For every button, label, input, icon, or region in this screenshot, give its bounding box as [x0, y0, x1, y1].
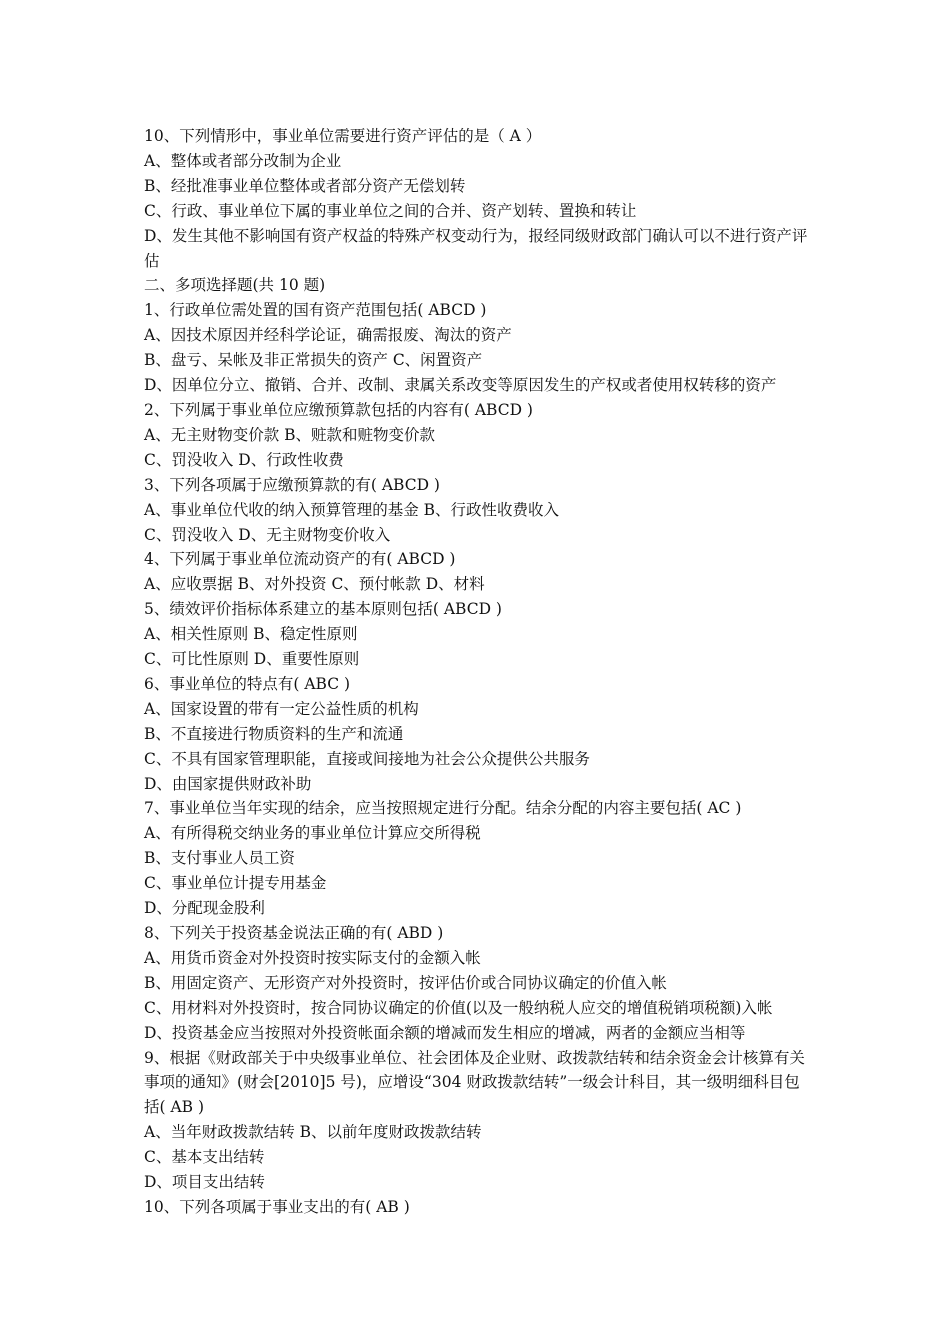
- question-8-stem: 8、下列关于投资基金说法正确的有( ABD ): [144, 924, 444, 942]
- question-10-stem: 10、下列情形中，事业单位需要进行资产评估的是（ A ）: [144, 127, 542, 145]
- option-d: D、项目支出结转: [144, 1173, 265, 1192]
- option-b: B、盘亏、呆帐及非正常损失的资产 C、闲置资产: [144, 351, 483, 370]
- option-c: C、事业单位计提专用基金: [144, 874, 327, 893]
- question-5-stem: 5、绩效评价指标体系建立的基本原则包括( ABCD ): [144, 600, 502, 619]
- option-a: A、事业单位代收的纳入预算管理的基金 B、行政性收费收入: [144, 500, 560, 519]
- option-a: A、应收票据 B、对外投资 C、预付帐款 D、材料: [144, 575, 485, 594]
- option-d: D、发生其他不影响国有资产权益的特殊产权变动行为，报经同级财政部门确认可以不进行资产评估: [144, 226, 808, 270]
- option-b: B、支付事业人员工资: [144, 849, 295, 868]
- section-heading: 二、多项选择题(共 10 题): [144, 276, 326, 295]
- option-b: B、不直接进行物质资料的生产和流通: [144, 724, 404, 743]
- option-c: C、行政、事业单位下属的事业单位之间的合并、资产划转、置换和转让: [144, 201, 637, 220]
- question-4-stem: 4、下列属于事业单位流动资产的有( ABCD ): [144, 550, 456, 569]
- option-c: C、罚没收入 D、无主财物变价收入: [144, 525, 391, 544]
- option-b: B、用固定资产、无形资产对外投资时，按评估价或合同协议确定的价值入帐: [144, 973, 667, 992]
- option-b: B、经批准事业单位整体或者部分资产无偿划转: [144, 176, 466, 195]
- question-3-stem: 3、下列各项属于应缴预算款的有( ABCD ): [144, 475, 440, 494]
- option-c: C、罚没收入 D、行政性收费: [144, 450, 344, 469]
- option-a: A、国家设置的带有一定公益性质的机构: [144, 699, 419, 718]
- option-a: A、有所得税交纳业务的事业单位计算应交所得税: [144, 824, 481, 843]
- question-6-stem: 6、事业单位的特点有( ABC ): [144, 674, 351, 693]
- option-d: D、因单位分立、撤销、合并、改制、隶属关系改变等原因发生的产权或者使用权转移的资产: [144, 376, 777, 395]
- option-c: C、基本支出结转: [144, 1148, 265, 1167]
- option-a: A、相关性原则 B、稳定性原则: [144, 625, 358, 644]
- option-c: C、可比性原则 D、重要性原则: [144, 650, 360, 669]
- option-c: C、不具有国家管理职能，直接或间接地为社会公众提供公共服务: [144, 749, 590, 768]
- option-a: A、因技术原因并经科学论证，确需报废、淘汰的资产: [144, 326, 512, 345]
- option-d: D、由国家提供财政补助: [144, 774, 312, 793]
- option-a: A、整体或者部分改制为企业: [144, 151, 342, 170]
- question-2-stem: 2、下列属于事业单位应缴预算款包括的内容有( ABCD ): [144, 400, 533, 419]
- option-d: D、分配现金股利: [144, 899, 265, 918]
- question-9-stem: 9、根据《财政部关于中央级事业单位、社会团体及企业财、政拨款结转和结余资金会计核算有关事项的通知》(财会[2010]5 号)，应增设“304 财政拨款结转”一级会计科目，其一级明细科目包括( AB ): [144, 1048, 805, 1117]
- option-a: A、用货币资金对外投资时按实际支付的金额入帐: [144, 948, 481, 967]
- option-c: C、用材料对外投资时，按合同协议确定的价值(以及一般纳税人应交的增值税销项税额)入帐: [144, 998, 773, 1017]
- question-10-stem: 10、下列各项属于事业支出的有( AB ): [144, 1197, 410, 1216]
- option-a: A、无主财物变价款 B、赃款和赃物变价款: [144, 425, 436, 444]
- document-body: [144, 124, 812, 1220]
- option-d: D、投资基金应当按照对外投资帐面余额的增减而发生相应的增减，两者的金额应当相等: [144, 1023, 746, 1042]
- question-1-stem: 1、行政单位需处置的国有资产范围包括( ABCD ): [144, 301, 487, 320]
- question-7-stem: 7、事业单位当年实现的结余，应当按照规定进行分配。结余分配的内容主要包括( AC ): [144, 799, 742, 818]
- option-a: A、当年财政拨款结转 B、以前年度财政拨款结转: [144, 1123, 482, 1142]
